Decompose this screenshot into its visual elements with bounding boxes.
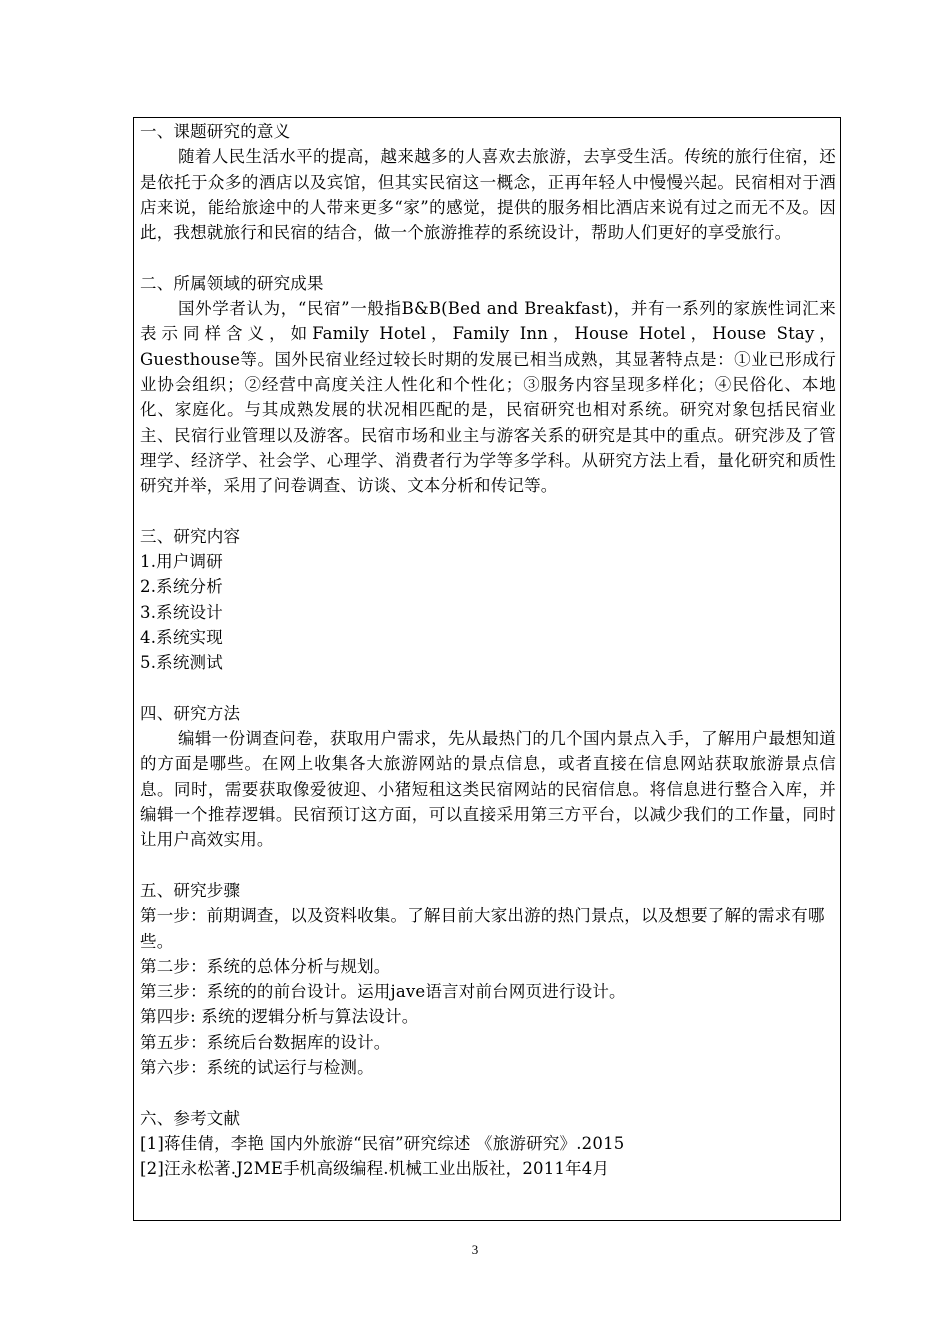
section-paragraph: 国外学者认为，“民宿”一般指B&B(Bed and Breakfast)，并有一系列的家族性词汇来表示同样含义，如Family Hotel，Family Inn，House Hotel，House Stay，Guesthouse等。国外民宿业经过较长时期的发展已相当成熟，其显著特点是：①业已形成行业协会组织；②经营中高度关注人性化和个性化；③服务内容呈现多样化；④民俗化、本地化、家庭化。与其成熟发展的状况相匹配的是，民宿研究也相对系统。研究对象包括民宿业主、民宿行业管理以及游客。民宿市场和业主与游客关系的研究是其中的重点。研究涉及了管理学、经济学、社会学、心理学、消费者行为学等多学科。从研究方法上看，量化研究和质性研究并举，采用了问卷调查、访谈、文本分析和传记等。 bbox=[140, 299, 836, 496]
step-item: 第一步：前期调查，以及资料收集。了解目前大家出游的热门景点，以及想要了解的需求有哪些。 bbox=[140, 906, 825, 951]
section-heading: 一、课题研究的意义 bbox=[140, 122, 291, 141]
section-heading: 三、研究内容 bbox=[140, 526, 241, 546]
page-number: 3 bbox=[471, 1242, 479, 1257]
step-item: 第三步：系统的的前台设计。运用jave语言对前台网页进行设计。 bbox=[140, 982, 626, 1002]
section-heading: 四、研究方法 bbox=[140, 703, 241, 723]
section-methods bbox=[140, 701, 836, 853]
document-body bbox=[140, 119, 836, 1181]
section-paragraph: 随着人民生活水平的提高，越来越多的人喜欢去旅游，去享受生活。传统的旅行住宿，还是依托于众多的酒店以及宾馆，但其实民宿这一概念，正再年轻人中慢慢兴起。民宿相对于酒店来说，能给旅途中的人带来更多“家”的感觉，提供的服务相比酒店来说有过之而无不及。因此，我想就旅行和民宿的结合，做一个旅游推荐的系统设计，帮助人们更好的享受旅行。 bbox=[140, 147, 836, 243]
step-item: 第五步：系统后台数据库的设计。 bbox=[140, 1032, 391, 1052]
list-item: 2.系统分析 bbox=[140, 577, 223, 597]
step-item: 第六步：系统的试运行与检测。 bbox=[140, 1057, 374, 1077]
list-item: 5.系统测试 bbox=[140, 653, 223, 673]
section-research-content bbox=[140, 524, 836, 676]
section-heading: 六、参考文献 bbox=[140, 1108, 241, 1128]
list-item: 1.用户调研 bbox=[140, 552, 223, 572]
reference-item: [2]汪永松著.J2ME手机高级编程.机械工业出版社，2011年4月 bbox=[140, 1159, 610, 1179]
list-item: 3.系统设计 bbox=[140, 602, 223, 622]
reference-item: [1]蒋佳倩，李艳 国内外旅游“民宿”研究综述 《旅游研究》.2015 bbox=[140, 1133, 625, 1153]
list-item: 4.系统实现 bbox=[140, 627, 223, 647]
section-paragraph: 编辑一份调查问卷，获取用户需求，先从最热门的几个国内景点入手，了解用户最想知道的方面是哪些。在网上收集各大旅游网站的景点信息，或者直接在信息网站获取旅游景点信息。同时，需要获取像爱彼迎、小猪短租这类民宿网站的民宿信息。将信息进行整合入库，并编辑一个推荐逻辑。民宿预订这方面，可以直接采用第三方平台，以减少我们的工作量，同时让用户高效实用。 bbox=[140, 729, 836, 850]
section-steps bbox=[140, 878, 836, 1080]
section-heading: 二、所属领域的研究成果 bbox=[140, 273, 324, 293]
section-achievements bbox=[140, 271, 836, 499]
step-item: 第二步：系统的总体分析与规划。 bbox=[140, 956, 391, 976]
step-item: 第四步: 系统的逻辑分析与算法设计。 bbox=[140, 1007, 419, 1027]
section-references bbox=[140, 1106, 836, 1182]
section-significance bbox=[140, 119, 836, 245]
section-heading: 五、研究步骤 bbox=[140, 880, 241, 900]
